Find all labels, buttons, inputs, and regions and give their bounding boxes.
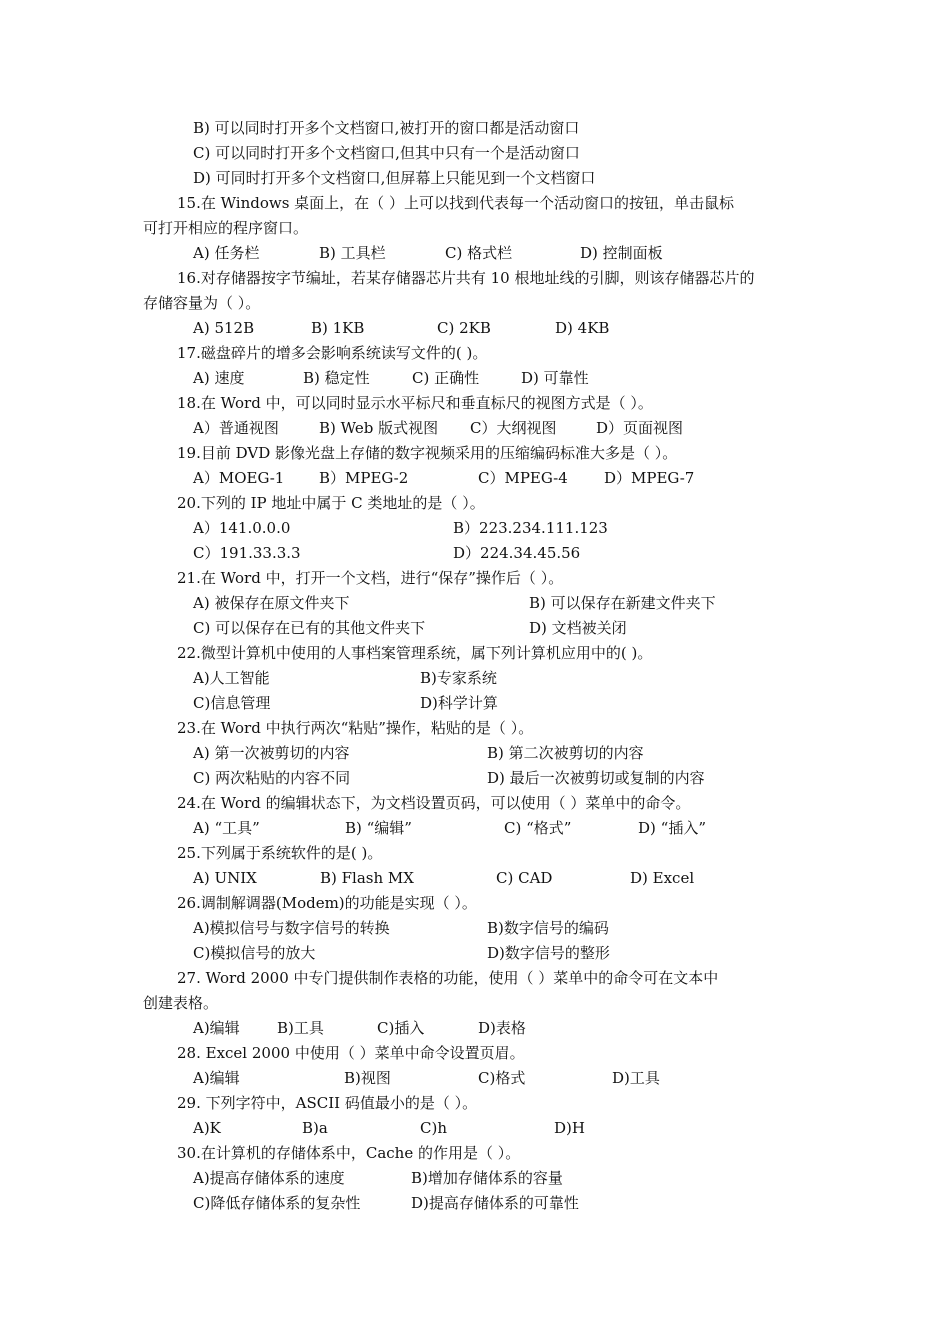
q19-option-c: C）MPEG-4 — [478, 469, 568, 487]
q26-option-b: B)数字信号的编码 — [487, 919, 609, 937]
q28-option-d: D)工具 — [612, 1069, 660, 1087]
q25-option-c: C) CAD — [496, 869, 553, 887]
q15-stem-cont: 可打开相应的程序窗口。 — [143, 219, 309, 237]
q22-option-b: B)专家系统 — [420, 669, 497, 687]
q19-option-b: B）MPEG-2 — [319, 469, 409, 487]
q18-stem: 18.在 Word 中，可以同时显示水平标尺和垂直标尺的视图方式是（ ）。 — [177, 394, 653, 412]
q28-option-b: B)视图 — [344, 1069, 391, 1087]
q21-option-b: B) 可以保存在新建文件夹下 — [529, 594, 716, 612]
q17-option-a: A) 速度 — [193, 369, 245, 387]
q27-stem: 27. Word 2000 中专门提供制作表格的功能，使用（ ）菜单中的命令可在文本中 — [177, 969, 719, 987]
q22-option-a: A)人工智能 — [193, 669, 270, 687]
q28-option-c: C)格式 — [478, 1069, 526, 1087]
q28-stem: 28. Excel 2000 中使用（ ）菜单中命令设置页眉。 — [177, 1044, 525, 1062]
q27-stem-cont: 创建表格。 — [143, 994, 219, 1012]
q19-option-d: D）MPEG-7 — [604, 469, 695, 487]
q15-option-d: D) 控制面板 — [580, 244, 663, 262]
q27-option-c: C)插入 — [377, 1019, 425, 1037]
q17-option-c: C) 正确性 — [412, 369, 480, 387]
q29-stem: 29. 下列字符中，ASCII 码值最小的是（ ）。 — [177, 1094, 478, 1112]
q16-option-a: A) 512B — [193, 319, 255, 337]
q20-option-a: A）141.0.0.0 — [193, 519, 291, 537]
q25-option-b: B) Flash MX — [320, 869, 414, 887]
q15-stem: 15.在 Windows 桌面上，在（ ）上可以找到代表每一个活动窗口的按钮，单击鼠标 — [177, 194, 734, 212]
q15-option-a: A) 任务栏 — [193, 244, 260, 262]
q18-option-c: C）大纲视图 — [470, 419, 557, 437]
q23-option-a: A) 第一次被剪切的内容 — [193, 744, 350, 762]
q21-option-c: C) 可以保存在已有的其他文件夹下 — [193, 619, 426, 637]
q19-option-a: A）MOEG-1 — [193, 469, 285, 487]
q23-option-d: D) 最后一次被剪切或复制的内容 — [487, 769, 705, 787]
q14-option-c: C) 可以同时打开多个文档窗口,但其中只有一个是活动窗口 — [193, 144, 580, 162]
q18-option-b: B) Web 版式视图 — [319, 419, 439, 437]
q29-option-a: A)K — [193, 1119, 221, 1137]
q30-option-c: C)降低存储体系的复杂性 — [193, 1194, 361, 1212]
q20-option-c: C）191.33.3.3 — [193, 544, 301, 562]
q15-option-c: C) 格式栏 — [445, 244, 513, 262]
q17-option-d: D) 可靠性 — [521, 369, 589, 387]
q20-option-d: D）224.34.45.56 — [453, 544, 581, 562]
q16-option-d: D) 4KB — [555, 319, 610, 337]
q26-option-a: A)模拟信号与数字信号的转换 — [193, 919, 390, 937]
q16-option-b: B) 1KB — [311, 319, 365, 337]
q17-option-b: B) 稳定性 — [303, 369, 370, 387]
q19-stem: 19.目前 DVD 影像光盘上存储的数字视频采用的压缩编码标准大多是（ ）。 — [177, 444, 678, 462]
q16-option-c: C) 2KB — [437, 319, 491, 337]
q22-stem: 22.微型计算机中使用的人事档案管理系统，属下列计算机应用中的( )。 — [177, 644, 653, 662]
q23-option-b: B) 第二次被剪切的内容 — [487, 744, 644, 762]
q18-option-a: A）普通视图 — [193, 419, 279, 437]
q24-option-d: D) “插入” — [638, 819, 706, 837]
q25-stem: 25.下列属于系统软件的是( )。 — [177, 844, 383, 862]
q26-option-d: D)数字信号的整形 — [487, 944, 610, 962]
q14-option-d: D) 可同时打开多个文档窗口,但屏幕上只能见到一个文档窗口 — [193, 169, 596, 187]
q30-stem: 30.在计算机的存储体系中，Cache 的作用是（ ）。 — [177, 1144, 521, 1162]
q26-stem: 26.调制解调器(Modem)的功能是实现（ ）。 — [177, 894, 477, 912]
q24-option-a: A) “工具” — [193, 819, 260, 837]
q24-option-c: C) “格式” — [504, 819, 572, 837]
q26-option-c: C)模拟信号的放大 — [193, 944, 316, 962]
q30-option-b: B)增加存储体系的容量 — [411, 1169, 563, 1187]
q29-option-d: D)H — [554, 1119, 585, 1137]
q23-option-c: C) 两次粘贴的内容不同 — [193, 769, 351, 787]
q16-stem-cont: 存储容量为（ ）。 — [143, 294, 261, 312]
q30-option-a: A)提高存储体系的速度 — [193, 1169, 345, 1187]
q27-option-a: A)编辑 — [193, 1019, 240, 1037]
q27-option-b: B)工具 — [277, 1019, 324, 1037]
q29-option-b: B)a — [302, 1119, 328, 1137]
q25-option-d: D) Excel — [630, 869, 695, 887]
q14-option-b: B) 可以同时打开多个文档窗口,被打开的窗口都是活动窗口 — [193, 119, 580, 137]
q21-option-d: D) 文档被关闭 — [529, 619, 627, 637]
q24-option-b: B) “编辑” — [345, 819, 412, 837]
q16-stem: 16.对存储器按字节编址，若某存储器芯片共有 10 根地址线的引脚，则该存储器芯片的 — [177, 269, 755, 287]
q21-option-a: A) 被保存在原文件夹下 — [193, 594, 350, 612]
q30-option-d: D)提高存储体系的可靠性 — [411, 1194, 579, 1212]
q17-stem: 17.磁盘碎片的增多会影响系统读写文件的( )。 — [177, 344, 488, 362]
q18-option-d: D）页面视图 — [596, 419, 684, 437]
q20-stem: 20.下列的 IP 地址中属于 C 类地址的是（ ）。 — [177, 494, 485, 512]
q27-option-d: D)表格 — [478, 1019, 526, 1037]
q20-option-b: B）223.234.111.123 — [453, 519, 608, 537]
q29-option-c: C)h — [420, 1119, 447, 1137]
q22-option-d: D)科学计算 — [420, 694, 498, 712]
q23-stem: 23.在 Word 中执行两次“粘贴”操作，粘贴的是（ ）。 — [177, 719, 534, 737]
q24-stem: 24.在 Word 的编辑状态下，为文档设置页码，可以使用（ ）菜单中的命令。 — [177, 794, 691, 812]
q25-option-a: A) UNIX — [193, 869, 257, 887]
q15-option-b: B) 工具栏 — [319, 244, 386, 262]
q28-option-a: A)编辑 — [193, 1069, 240, 1087]
q22-option-c: C)信息管理 — [193, 694, 271, 712]
q21-stem: 21.在 Word 中，打开一个文档，进行“保存”操作后（ ）。 — [177, 569, 564, 587]
